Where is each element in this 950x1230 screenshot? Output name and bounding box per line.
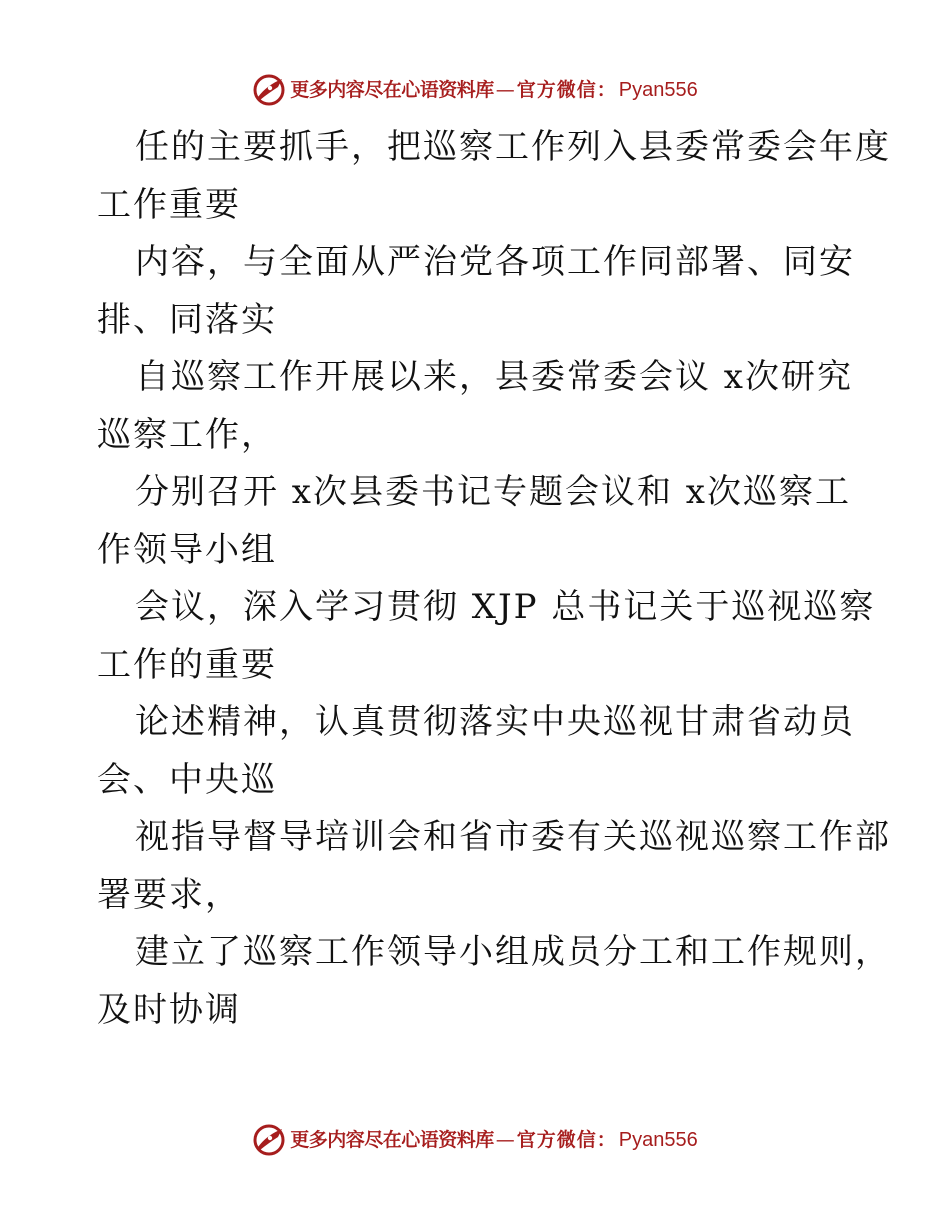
text-line: 会、中央巡 (97, 759, 277, 800)
text-line: 署要求， (97, 874, 241, 915)
banner-wechat-label: 官方微信： (516, 1128, 617, 1151)
pen-nib-logo-icon (252, 1123, 286, 1157)
banner-wechat-id: Pyan556 (618, 79, 698, 101)
text-line: 分别召开 x次县委书记专题会议和 x次巡察工 (135, 472, 851, 512)
banner-wechat-label: 官方微信： (516, 78, 617, 101)
text-line: 及时协调 (97, 989, 241, 1030)
text-line: 论述精神，认真贯彻落实中央巡视甘肃省动员 (135, 702, 855, 742)
header-banner (0, 70, 950, 110)
text-line: 内容，与全面从严治党各项工作同部署、同安 (135, 242, 855, 282)
text-line: 巡察工作， (97, 414, 277, 455)
banner-wechat-id: Pyan556 (618, 1129, 698, 1151)
banner-dash: — (495, 1128, 515, 1151)
text-line: 作领导小组 (97, 529, 277, 570)
text-line: 建立了巡察工作领导小组成员分工和工作规则， (135, 932, 891, 972)
text-line: 视指导督导培训会和省市委有关巡视巡察工作部 (135, 817, 891, 857)
banner-site-name: 更多内容尽在心语资料库 (290, 78, 494, 101)
text-line: 工作的重要 (97, 644, 277, 685)
text-line: 任的主要抓手，把巡察工作列入县委常委会年度 (135, 127, 891, 167)
text-line: 会议，深入学习贯彻 XJP 总书记关于巡视巡察 (135, 587, 876, 627)
banner-dash: — (495, 78, 515, 101)
text-line: 排、同落实 (97, 299, 277, 340)
text-line: 工作重要 (97, 184, 241, 225)
footer-banner (0, 1120, 950, 1160)
banner-site-name: 更多内容尽在心语资料库 (290, 1128, 494, 1151)
text-line: 自巡察工作开展以来，县委常委会议 x次研究 (135, 357, 853, 397)
pen-nib-logo-icon (252, 73, 286, 107)
document-body (97, 119, 891, 1039)
